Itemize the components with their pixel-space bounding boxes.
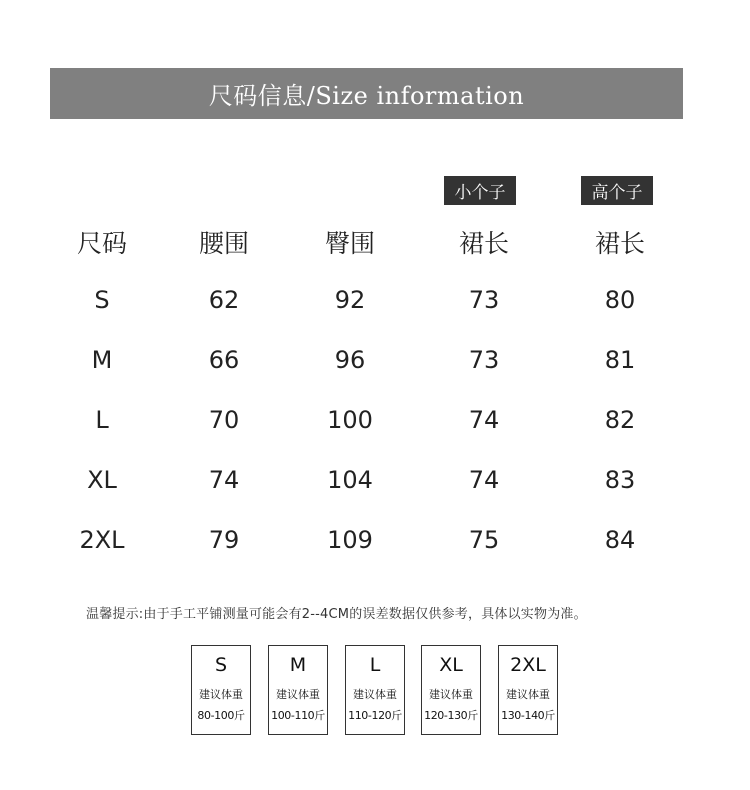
table-cell-hip: 104 xyxy=(327,466,373,494)
table-cell-hip: 109 xyxy=(327,526,373,554)
table-cell-length-short: 74 xyxy=(468,406,500,434)
weight-box xyxy=(191,645,251,735)
table-cell-waist: 79 xyxy=(208,526,240,554)
header-waist: 腰围 xyxy=(198,229,249,258)
table-cell-size: M xyxy=(91,346,113,374)
table-cell-length-tall: 82 xyxy=(604,406,636,434)
header-length-tall: 裙长 xyxy=(594,229,645,258)
header-length-short: 裙长 xyxy=(458,229,509,258)
weight-box-range: 130-140斤 xyxy=(501,709,555,722)
table-cell-size: XL xyxy=(87,466,117,494)
table-cell-waist: 62 xyxy=(208,286,240,314)
table-cell-length-short: 74 xyxy=(468,466,500,494)
table-cell-waist: 66 xyxy=(208,346,240,374)
table-cell-waist: 70 xyxy=(208,406,240,434)
tag-short-length: 小个子 xyxy=(444,176,516,205)
weight-box-size: XL xyxy=(439,654,463,676)
table-cell-hip: 92 xyxy=(334,286,366,314)
weight-box-range: 110-120斤 xyxy=(348,709,402,722)
table-cell-size: L xyxy=(95,406,109,434)
weight-box xyxy=(268,645,328,735)
header-hip: 臀围 xyxy=(324,229,375,258)
table-cell-length-short: 75 xyxy=(468,526,500,554)
weight-box xyxy=(498,645,558,735)
weight-box xyxy=(421,645,481,735)
header-size: 尺码 xyxy=(76,229,127,258)
table-cell-size: 2XL xyxy=(79,526,125,554)
weight-box-label: 建议体重 xyxy=(353,688,397,701)
tag-tall-length: 高个子 xyxy=(581,176,653,205)
measurement-note: 温馨提示:由于手工平铺测量可能会有2--4CM的误差数据仅供参考，具体以实物为准。 xyxy=(86,607,587,622)
table-cell-waist: 74 xyxy=(208,466,240,494)
weight-box-size: M xyxy=(289,654,307,676)
table-cell-length-tall: 83 xyxy=(604,466,636,494)
table-cell-hip: 100 xyxy=(327,406,373,434)
weight-box-size: S xyxy=(214,654,228,676)
weight-box-size: 2XL xyxy=(510,654,546,676)
weight-box-label: 建议体重 xyxy=(276,688,320,701)
weight-box-label: 建议体重 xyxy=(506,688,550,701)
weight-box-range: 120-130斤 xyxy=(424,709,478,722)
weight-box-label: 建议体重 xyxy=(199,688,243,701)
table-cell-length-short: 73 xyxy=(468,286,500,314)
title-bar xyxy=(50,68,683,119)
table-cell-length-tall: 84 xyxy=(604,526,636,554)
weight-box-size: L xyxy=(369,654,381,676)
table-cell-hip: 96 xyxy=(334,346,366,374)
weight-box xyxy=(345,645,405,735)
weight-box-range: 80-100斤 xyxy=(197,709,245,722)
weight-box-range: 100-110斤 xyxy=(271,709,325,722)
table-cell-length-short: 73 xyxy=(468,346,500,374)
table-cell-length-tall: 80 xyxy=(604,286,636,314)
table-cell-size: S xyxy=(94,286,110,314)
page-title: 尺码信息/Size information xyxy=(208,82,525,110)
weight-box-label: 建议体重 xyxy=(429,688,473,701)
table-cell-length-tall: 81 xyxy=(604,346,636,374)
